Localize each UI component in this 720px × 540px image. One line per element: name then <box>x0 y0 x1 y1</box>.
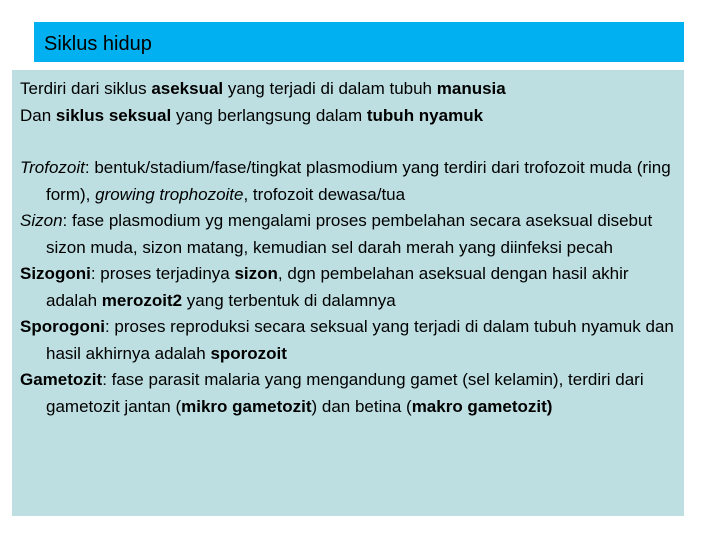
bold-term: tubuh nyamuk <box>366 105 484 125</box>
text-run: : bentuk/stadium/fase/tingkat plasmodium yang terdiri dari trofozoit muda (ring form), <box>46 158 671 204</box>
text-run: Dan <box>20 105 56 125</box>
text-run: yang berlangsung dalam <box>171 105 367 125</box>
italic-term: Sizon <box>20 211 63 230</box>
text-run: : fase parasit malaria yang mengandung gamet (sel kelamin), terdiri dari gametozit jantan ( <box>46 370 644 416</box>
definition-item <box>20 155 676 208</box>
definition-item <box>20 261 676 314</box>
text-run: : proses terjadinya <box>90 264 235 283</box>
content-box <box>12 70 684 516</box>
italic-term: growing trophozoite <box>95 184 244 204</box>
bold-term: merozoit2 <box>101 290 183 310</box>
text-run: yang terjadi di dalam tubuh <box>223 79 437 98</box>
text-run: : proses reproduksi secara seksual yang terjadi di dalam tubuh nyamuk dan hasil akhirnya adalah <box>46 317 674 363</box>
title-bar <box>34 22 684 62</box>
bold-term: mikro gametozit <box>181 396 312 416</box>
bold-term: sizon <box>234 264 278 283</box>
bold-term: makro gametozit) <box>411 396 553 416</box>
bold-term: manusia <box>436 79 506 98</box>
intro-line <box>20 103 676 130</box>
bold-term: siklus seksual <box>55 105 172 125</box>
definitions-section <box>20 155 676 420</box>
italic-term: Trofozoit <box>20 158 85 177</box>
text-run: yang terbentuk di dalamnya <box>182 290 396 310</box>
text-run: : fase plasmodium yg mengalami proses pembelahan secara aseksual disebut sizon muda, sizon matang, kemudian sel darah merah yang diinfeksi pecah <box>46 211 653 257</box>
bold-term: sporozoit <box>210 343 287 363</box>
intro-line <box>20 76 676 103</box>
bold-term: aseksual <box>151 79 224 98</box>
bold-term: Gametozit <box>20 370 103 389</box>
text-run: , dgn pembelahan aseksual dengan hasil akhir adalah <box>46 264 629 310</box>
definition-item <box>20 314 676 367</box>
text-run: , trofozoit dewasa/tua <box>243 184 406 204</box>
definition-item <box>20 208 676 261</box>
text-run: ) dan betina ( <box>311 396 412 416</box>
bold-term: Sporogoni <box>20 317 105 336</box>
definition-item <box>20 367 676 420</box>
bold-term: Sizogoni <box>20 264 91 283</box>
slide-title: Siklus hidup <box>44 33 152 55</box>
text-run: Terdiri dari siklus <box>20 79 152 98</box>
spacer <box>20 129 676 155</box>
intro-section <box>20 76 676 129</box>
